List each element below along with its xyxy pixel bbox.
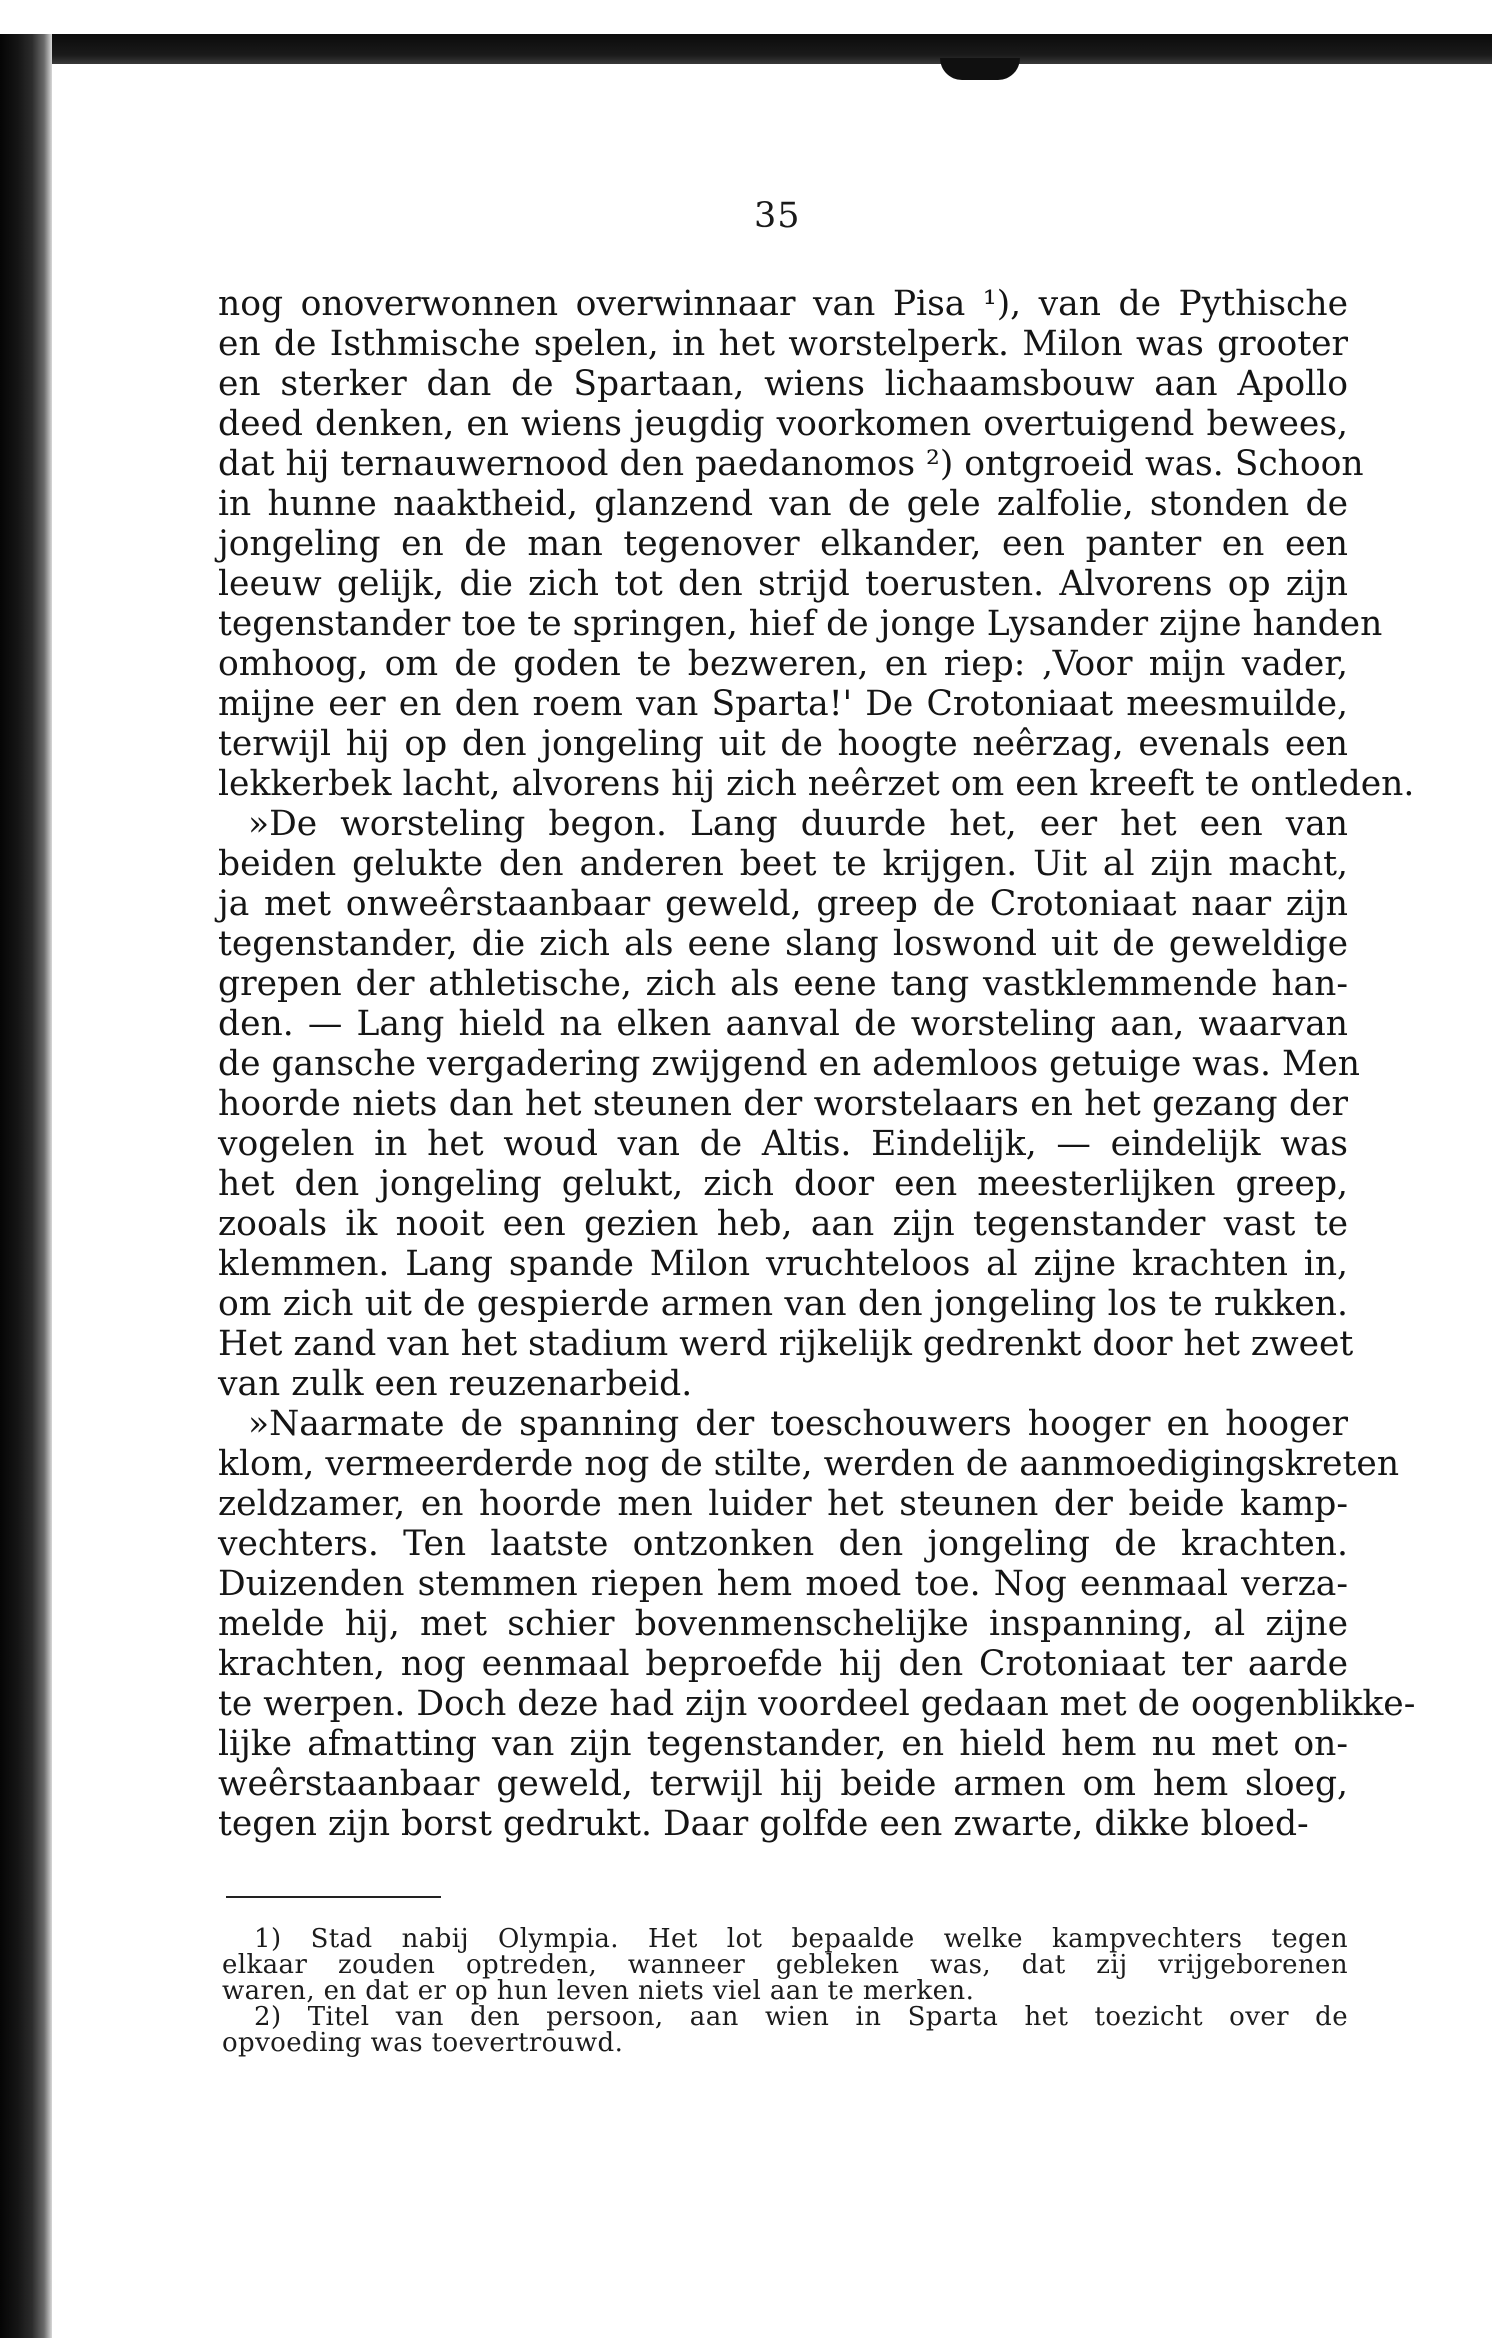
body-line: leeuw gelijk, die zich tot den strijd toerusten. Alvorens op zijn xyxy=(218,564,1348,604)
body-line: tegen zijn borst gedrukt. Daar golfde een zwarte, dikke bloed- xyxy=(218,1804,1309,1844)
body-line: grepen der athletische, zich als eene tang vastklemmende han- xyxy=(218,964,1348,1004)
body-line: dat hij ternauwernood den paedanomos ²) ontgroeid was. Schoon xyxy=(218,444,1364,484)
body-line: zeldzamer, en hoorde men luider het steunen der beide kamp- xyxy=(218,1484,1348,1524)
body-text xyxy=(218,284,1416,1844)
body-line: klom, vermeerderde nog de stilte, werden de aanmoedigingskreten xyxy=(218,1444,1400,1484)
body-line: krachten, nog eenmaal beproefde hij den Crotoniaat ter aarde xyxy=(218,1644,1348,1684)
body-line: in hunne naaktheid, glanzend van de gele zalfolie, stonden de xyxy=(218,484,1348,524)
body-line: en de Isthmische spelen, in het worstelperk. Milon was grooter xyxy=(218,324,1348,364)
body-line: melde hij, met schier bovenmenschelijke inspanning, al zijne xyxy=(218,1604,1348,1644)
body-line: omhoog, om de goden te bezweren, en riep: ‚Voor mijn vader, xyxy=(218,644,1348,684)
footnote-divider xyxy=(226,1896,441,1898)
body-line: zooals ik nooit een gezien heb, aan zijn tegenstander vast te xyxy=(218,1204,1348,1244)
footnotes xyxy=(222,1926,1348,2056)
body-line: jongeling en de man tegenover elkander, een panter en een xyxy=(218,524,1348,564)
body-line: Duizenden stemmen riepen hem moed toe. Nog eenmaal verza- xyxy=(218,1564,1348,1604)
body-line: den. — Lang hield na elken aanval de worsteling aan, waarvan xyxy=(218,1004,1348,1044)
scan-top-artifact xyxy=(940,58,1020,80)
body-line: te werpen. Doch deze had zijn voordeel gedaan met de oogenblikke- xyxy=(218,1684,1416,1724)
footnote-line: waren, en dat er op hun leven niets viel aan te merken. xyxy=(222,1976,975,2006)
body-line: beiden gelukte den anderen beet te krijgen. Uit al zijn macht, xyxy=(218,844,1348,884)
body-line: tegenstander toe te springen, hief de jonge Lysander zijne handen xyxy=(218,604,1383,644)
body-line: lekkerbek lacht, alvorens hij zich neêrzet om een kreeft te ontleden. xyxy=(218,764,1415,804)
body-line: »De worsteling begon. Lang duurde het, eer het een van xyxy=(248,804,1348,844)
body-line: ja met onweêrstaanbaar geweld, greep de Crotoniaat naar zijn xyxy=(218,884,1348,924)
body-line: om zich uit de gespierde armen van den jongeling los te rukken. xyxy=(218,1284,1348,1324)
body-line: Het zand van het stadium werd rijkelijk gedrenkt door het zweet xyxy=(218,1324,1354,1364)
scan-left-edge xyxy=(0,34,52,2338)
body-line: klemmen. Lang spande Milon vruchteloos al zijne krachten in, xyxy=(218,1244,1348,1284)
scan-top-edge xyxy=(20,34,1492,64)
body-line: lijke afmatting van zijn tegenstander, en hield hem nu met on- xyxy=(218,1724,1348,1764)
footnote-line: 2) Titel van den persoon, aan wien in Sparta het toezicht over de xyxy=(254,2002,1348,2032)
body-line: terwijl hij op den jongeling uit de hoogte neêrzag, evenals een xyxy=(218,724,1348,764)
body-line: het den jongeling gelukt, zich door een meesterlijken greep, xyxy=(218,1164,1348,1204)
page-number: 35 xyxy=(754,196,801,236)
footnote-line: elkaar zouden optreden, wanneer gebleken was, dat zij vrijgeborenen xyxy=(222,1950,1348,1980)
body-line: hoorde niets dan het steunen der worstelaars en het gezang der xyxy=(218,1084,1348,1124)
body-line: weêrstaanbaar geweld, terwijl hij beide armen om hem sloeg, xyxy=(218,1764,1348,1804)
body-line: deed denken, en wiens jeugdig voorkomen overtuigend bewees, xyxy=(218,404,1348,444)
footnote-line: opvoeding was toevertrouwd. xyxy=(222,2028,624,2058)
body-line: mijne eer en den roem van Sparta!' De Crotoniaat meesmuilde, xyxy=(218,684,1348,724)
body-line: vogelen in het woud van de Altis. Eindelijk, — eindelijk was xyxy=(218,1124,1348,1164)
body-line: nog onoverwonnen overwinnaar van Pisa ¹), van de Pythische xyxy=(218,284,1348,324)
body-line: »Naarmate de spanning der toeschouwers hooger en hooger xyxy=(248,1404,1348,1444)
body-line: van zulk een reuzenarbeid. xyxy=(218,1364,693,1404)
body-line: de gansche vergadering zwijgend en ademloos getuige was. Men xyxy=(218,1044,1360,1084)
body-line: tegenstander, die zich als eene slang loswond uit de geweldige xyxy=(218,924,1348,964)
body-line: en sterker dan de Spartaan, wiens lichaamsbouw aan Apollo xyxy=(218,364,1348,404)
body-line: vechters. Ten laatste ontzonken den jongeling de krachten. xyxy=(218,1524,1348,1564)
footnote-line: 1) Stad nabij Olympia. Het lot bepaalde welke kampvechters tegen xyxy=(254,1924,1348,1954)
